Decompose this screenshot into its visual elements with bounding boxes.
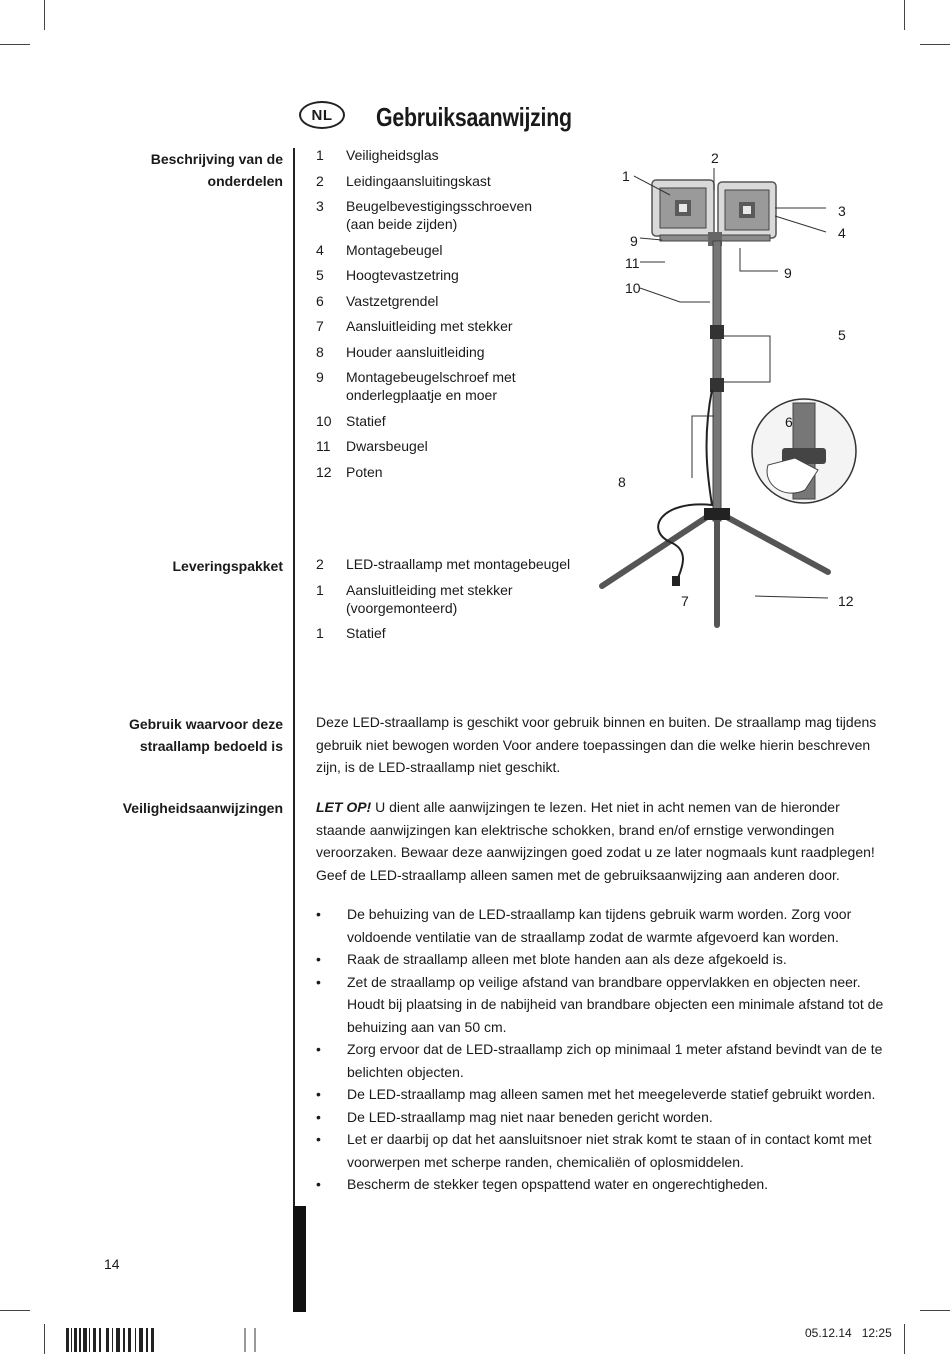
item-text: Montagebeugel (346, 241, 443, 258)
crop-mark (0, 1310, 30, 1311)
safety-heading: Veiligheidsaanwijzingen (122, 800, 283, 816)
delivery-heading: Leveringspakket (172, 558, 283, 574)
list-item (316, 1173, 886, 1196)
registration-mark (254, 1328, 256, 1352)
page-number: 14 (104, 1256, 120, 1272)
item-quantity: 1 (316, 625, 324, 641)
list-item (316, 1128, 886, 1173)
bullet-icon: • (316, 1176, 321, 1192)
page-title: Gebruiksaanwijzing (376, 102, 572, 132)
item-text: Montagebeugelschroef met onderlegplaatje en moer (346, 369, 516, 403)
item-number: 10 (316, 412, 332, 429)
item-number: 4 (316, 241, 324, 258)
thumb-tab-bar (293, 1206, 306, 1312)
crop-mark (0, 44, 30, 45)
item-number: 5 (316, 267, 324, 283)
callout-10: 10 (625, 280, 641, 296)
list-item (316, 948, 886, 971)
intended-use-heading: Gebruik waarvoor deze straallamp bedoeld is (128, 716, 283, 754)
item-number: 12 (316, 463, 332, 480)
barcode-icon (66, 1328, 156, 1352)
crop-mark (44, 0, 45, 30)
bullet-icon: • (316, 1086, 321, 1102)
language-badge: NL (299, 101, 345, 129)
item-number: 11 (316, 438, 331, 454)
item-quantity: 1 (316, 581, 324, 598)
item-text: Houder aansluitleiding (346, 343, 485, 360)
list-item (316, 1038, 886, 1083)
list-item (316, 1106, 886, 1129)
callout-4: 4 (838, 225, 846, 241)
bullet-text: Raak de straallamp alleen met blote handen aan als deze afgekoeld is. (347, 951, 787, 967)
bullet-icon: • (316, 1108, 321, 1125)
item-number: 6 (316, 292, 324, 309)
bullet-icon: • (316, 1131, 321, 1147)
crop-mark (904, 1324, 905, 1354)
callout-9a: 9 (630, 233, 638, 249)
callout-8: 8 (618, 474, 626, 490)
bullet-text: Let er daarbij op dat het aansluitsnoer niet strak komt te staan of in contact komt met voorwerpen met scherpe randen, chemicaliën of oplosmiddelen. (347, 1131, 872, 1170)
item-text: Aansluitleiding met stekker (voorgemonteerd) (346, 581, 513, 616)
list-item (316, 903, 886, 948)
crop-mark (904, 0, 905, 30)
column-divider (293, 148, 295, 1208)
callout-3: 3 (838, 203, 846, 219)
item-number: 3 (316, 198, 324, 214)
crop-mark (920, 44, 950, 45)
item-text: Hoogtevastzetring (346, 267, 459, 283)
safety-intro (316, 796, 886, 886)
item-text: Poten (346, 463, 383, 480)
bullet-text: Zorg ervoor dat de LED-straallamp zich op minimaal 1 meter afstand bevindt van de te belichten objecten. (347, 1041, 883, 1080)
crop-mark (44, 1324, 45, 1354)
item-number: 8 (316, 343, 324, 360)
tripod-hub (704, 508, 730, 520)
item-text: Leidingaansluitingskast (346, 172, 491, 189)
plug-icon (672, 576, 680, 586)
item-text: Dwarsbeugel (346, 438, 428, 454)
left-lamp (652, 180, 714, 236)
item-text: Vastzetgrendel (346, 292, 439, 309)
item-text: Aansluitleiding met stekker (346, 318, 513, 334)
callout-9b: 9 (784, 265, 792, 281)
bullet-text: De LED-straallamp mag alleen samen met het meegeleverde statief gebruikt worden. (347, 1086, 876, 1102)
item-number: 1 (316, 147, 324, 163)
intended-use-text: Deze LED-straallamp is geschikt voor gebruik binnen en buiten. De straallamp mag tijdens gebruik niet bewogen worden Voor andere toepassingen dan die welke hierin beschreven zijn, is de LED-straallamp niet geschikt. (316, 714, 877, 775)
bullet-text: Zet de straallamp op veilige afstand van brandbare oppervlakken en objecten neer. Houdt bij plaatsing in de nabijheid van brandbare objecten een minimale afstand tot de behuizing aan van 50 cm. (347, 973, 884, 1035)
bullet-icon: • (316, 973, 321, 990)
bullet-icon: • (316, 951, 321, 967)
product-diagram (590, 140, 880, 640)
height-ring (710, 325, 724, 339)
list-item (316, 1083, 886, 1106)
registration-mark (244, 1328, 246, 1352)
safety-bullet-list (316, 903, 886, 1196)
callout-6: 6 (785, 414, 793, 430)
parts-heading: Beschrijving van de onderdelen (150, 151, 283, 189)
item-number: 9 (316, 369, 324, 385)
power-cable (658, 390, 712, 578)
item-text: Statief (346, 412, 386, 429)
warning-label: LET OP! (316, 799, 372, 815)
item-text: Statief (346, 625, 386, 641)
callout-11: 11 (625, 255, 640, 271)
bullet-text: De behuizing van de LED-straallamp kan tijdens gebruik warm worden. Zorg voor voldoende ventilatie van de straallamp zodat de warmte afgevoerd kan worden. (347, 906, 852, 945)
tripod-legs (602, 515, 828, 625)
item-text: LED-straallamp met montagebeugel (346, 556, 571, 572)
callout-7: 7 (681, 593, 689, 609)
bullet-icon: • (316, 906, 321, 922)
bullet-icon: • (316, 1041, 321, 1057)
item-quantity: 2 (316, 556, 324, 572)
item-text: Veiligheidsglas (346, 147, 439, 163)
callout-1: 1 (622, 168, 630, 184)
callout-12: 12 (838, 593, 854, 609)
item-number: 7 (316, 318, 324, 334)
crop-mark (920, 1310, 950, 1311)
callout-2: 2 (711, 150, 719, 166)
callout-5: 5 (838, 327, 846, 343)
right-lamp (718, 182, 776, 238)
print-timestamp: 05.12.14 12:25 (805, 1326, 892, 1340)
item-text: Beugelbevestigingsschroeven (aan beide zijden) (346, 198, 533, 232)
list-item (316, 971, 886, 1039)
bullet-text: Bescherm de stekker tegen opspattend water en ongerechtigheden. (347, 1176, 769, 1192)
item-number: 2 (316, 172, 324, 189)
height-ring (710, 378, 724, 392)
bullet-text: De LED-straallamp mag niet naar beneden gericht worden. (347, 1108, 713, 1125)
safety-intro-text: U dient alle aanwijzingen te lezen. Het niet in acht nemen van de hieronder staande aanwijzingen kan elektrische schokken, brand en/of ernstige verwondingen veroorzaken. Bewaar deze aanwijzingen goed zodat u ze later nogmaals kunt raadplegen! Geef de LED-straallamp alleen samen met de gebruiksaanwijzing aan anderen door. (316, 799, 875, 883)
